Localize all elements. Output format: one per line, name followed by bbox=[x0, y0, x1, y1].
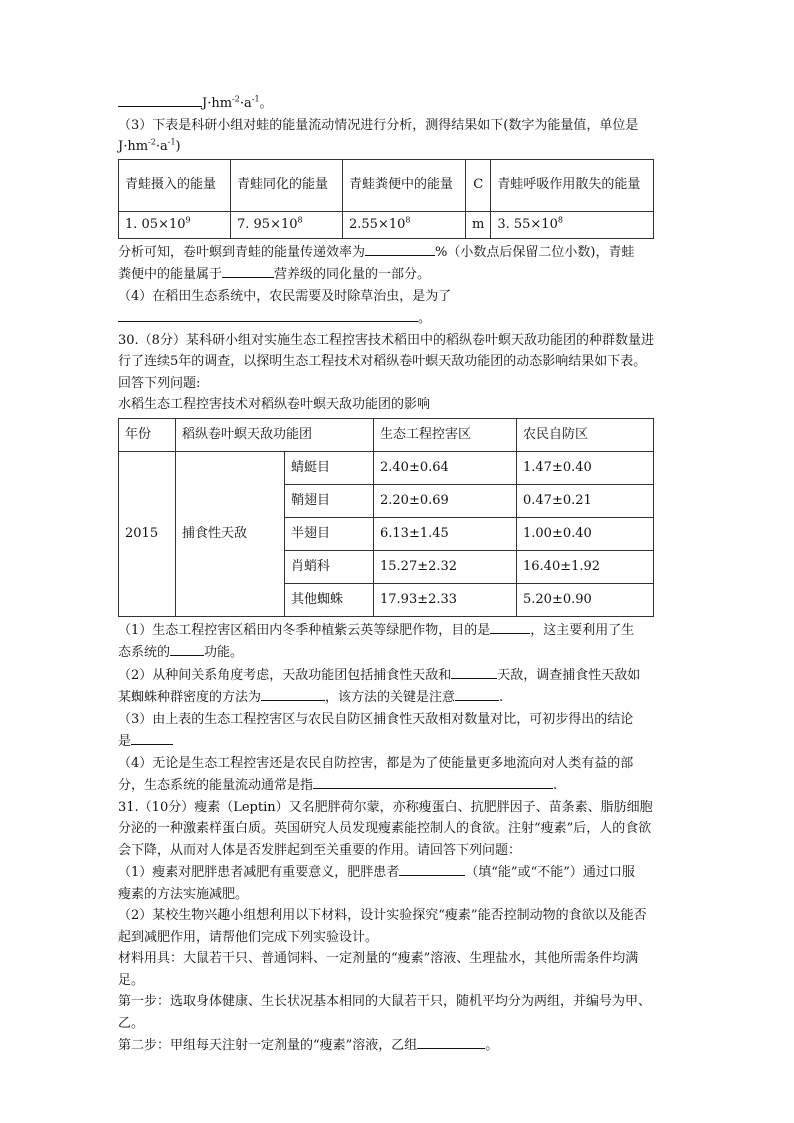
answer-blank[interactable] bbox=[118, 307, 418, 322]
table-cell: 7. $95\times 10^8$ bbox=[231, 211, 343, 238]
table-cell: 肖蛸科 bbox=[285, 550, 374, 583]
q31-step1: 第一步：选取身体健康、生长状况基本相同的大鼠若干只，随机平均分为两组，并编号为甲、乙。 bbox=[118, 994, 652, 1031]
q31-intro: 31.（10分）瘦素（Leptin）又名肥胖荷尔蒙，亦称瘦蛋白、抗肥胖因子、苗条素、脂肪细胞分泌的一种激素样蛋白质。英国研究人员发现瘦素能控制人的食欲。注射“瘦素”后，人的食欲会下降，从而对人体是否发胖起到至关重要的作用。请回答下列问题： bbox=[118, 799, 653, 858]
table-header-cell: 青蛙同化的能量 bbox=[231, 159, 343, 211]
table-cell: 蜻蜓目 bbox=[285, 451, 374, 484]
exam-page bbox=[118, 92, 658, 1057]
table-cell: 其他蜘蛛 bbox=[285, 583, 374, 616]
year-cell: 2015 bbox=[119, 451, 176, 616]
q29-analysis: 分析可知，卷叶螟到青蛙的能量传递效率为 %（小数点后保留二位小数)，青蛙 粪便中的能量属于 营养级的同化量的一部分。 bbox=[118, 241, 658, 286]
q31-part2: （2）某校生物兴趣小组想利用以下材料，设计实验探究“瘦素”能否控制动物的食欲以及能否起到减肥作用，请帮他们完成下列实验设计。 bbox=[118, 908, 647, 945]
answer-blank[interactable] bbox=[490, 619, 530, 634]
q31-materials: 材料用具：大鼠若干只、普通饲料、一定剂量的“瘦素”溶液、生理盐水，其他所需条件均满足。 bbox=[118, 951, 639, 988]
q29-part4: （4）在稻田生态系统中，农民需要及时除草治虫，是为了 。 bbox=[118, 288, 452, 326]
table-header-cell: 青蛙呼吸作用散失的能量 bbox=[491, 159, 654, 211]
q29-part3-intro: （3）下表是科研小组对蛙的能量流动情况进行分析，测得结果如下(数字为能量值，单位是 $J\cdot hm^{-2}\cdot a^{-1}$) bbox=[118, 117, 639, 154]
table-cell: $2.55\times 10^8$ bbox=[343, 211, 466, 238]
q30-part1: （1）生态工程控害区稻田内冬季种植紫云英等绿肥作物，目的是 ，这主要利用了生 态系统的 功能。 bbox=[118, 619, 658, 664]
predator-table bbox=[118, 418, 654, 617]
answer-blank[interactable] bbox=[399, 861, 465, 876]
table-cell: 6.13±1.45 bbox=[374, 517, 517, 550]
table-header-cell: 生态工程控害区 bbox=[374, 418, 517, 451]
table-cell: 1. $05\times 10^9$ bbox=[119, 211, 231, 238]
answer-blank[interactable] bbox=[118, 92, 202, 107]
q30-part2: （2）从种间关系角度考虑，天敌功能团包括捕食性天敌和 天敌，调查捕食性天敌如 某蜘蛛种群密度的方法为 ，该方法的关键是注意 . bbox=[118, 664, 658, 709]
q30-part4: （4）无论是生态工程控害还是农民自防控害，都是为了使能量更多地流向对人类有益的部 分，生态系统的能量流动通常是指 . bbox=[118, 755, 634, 793]
table-header-cell: 青蛙摄入的能量 bbox=[119, 159, 231, 211]
unit-line: $J\cdot hm^{-2}\cdot a^{-1}$。 bbox=[118, 92, 658, 115]
table-cell: m bbox=[466, 211, 491, 238]
table-cell: 17.93±2.33 bbox=[374, 583, 517, 616]
table-cell: 2.20±0.69 bbox=[374, 484, 517, 517]
answer-blank[interactable] bbox=[222, 263, 274, 278]
answer-blank[interactable] bbox=[365, 241, 435, 256]
table-cell: 1.47±0.40 bbox=[517, 451, 654, 484]
frog-energy-table bbox=[118, 159, 654, 239]
table-header-cell: C bbox=[466, 159, 491, 211]
answer-blank[interactable] bbox=[417, 1034, 485, 1049]
q30-table-title: 水稻生态工程控害技术对稻纵卷叶螟天敌功能团的影响 bbox=[118, 397, 431, 412]
table-cell: 2.40±0.64 bbox=[374, 451, 517, 484]
table-cell: 16.40±1.92 bbox=[517, 550, 654, 583]
answer-blank[interactable] bbox=[313, 774, 553, 789]
table-header-cell: 青蛙粪便中的能量 bbox=[343, 159, 466, 211]
group-cell: 捕食性天敌 bbox=[176, 451, 285, 616]
table-cell: 15.27±2.32 bbox=[374, 550, 517, 583]
q30-intro: 30.（8分）某科研小组对实施生态工程控害技术稻田中的稻纵卷叶螟天敌功能团的种群数量进行了连续5年的调查，以探明生态工程技术对稻纵卷叶螟天敌功能团的动态影响结果如下表。回答下列问题: bbox=[118, 332, 654, 391]
table-cell: 5.20±0.90 bbox=[517, 583, 654, 616]
table-cell: 鞘翅目 bbox=[285, 484, 374, 517]
table-header-cell: 农民自防区 bbox=[517, 418, 654, 451]
table-cell: 半翅目 bbox=[285, 517, 374, 550]
table-cell: 1.00±0.40 bbox=[517, 517, 654, 550]
table-header-cell: 稻纵卷叶螟天敌功能团 bbox=[176, 418, 374, 451]
answer-blank[interactable] bbox=[261, 686, 325, 701]
table-cell: 0.47±0.21 bbox=[517, 484, 654, 517]
answer-blank[interactable] bbox=[455, 686, 499, 701]
table-cell: 3. $55\times 10^8$ bbox=[491, 211, 654, 238]
q31-part1: （1）瘦素对肥胖患者减肥有重要意义，肥胖患者 （填“能”或“不能”）通过口服 瘦素的方法实施减肥。 bbox=[118, 861, 658, 905]
q31-step2: 第二步：甲组每天注射一定剂量的“瘦素”溶液，乙组 。 bbox=[118, 1034, 658, 1057]
answer-blank[interactable] bbox=[131, 730, 173, 745]
table-header-cell: 年份 bbox=[119, 418, 176, 451]
answer-blank[interactable] bbox=[170, 641, 204, 656]
answer-blank[interactable] bbox=[451, 664, 497, 679]
q30-part3: （3）由上表的生态工程控害区与农民自防区捕食性天敌相对数量对比，可初步得出的结论 是 bbox=[118, 711, 634, 749]
